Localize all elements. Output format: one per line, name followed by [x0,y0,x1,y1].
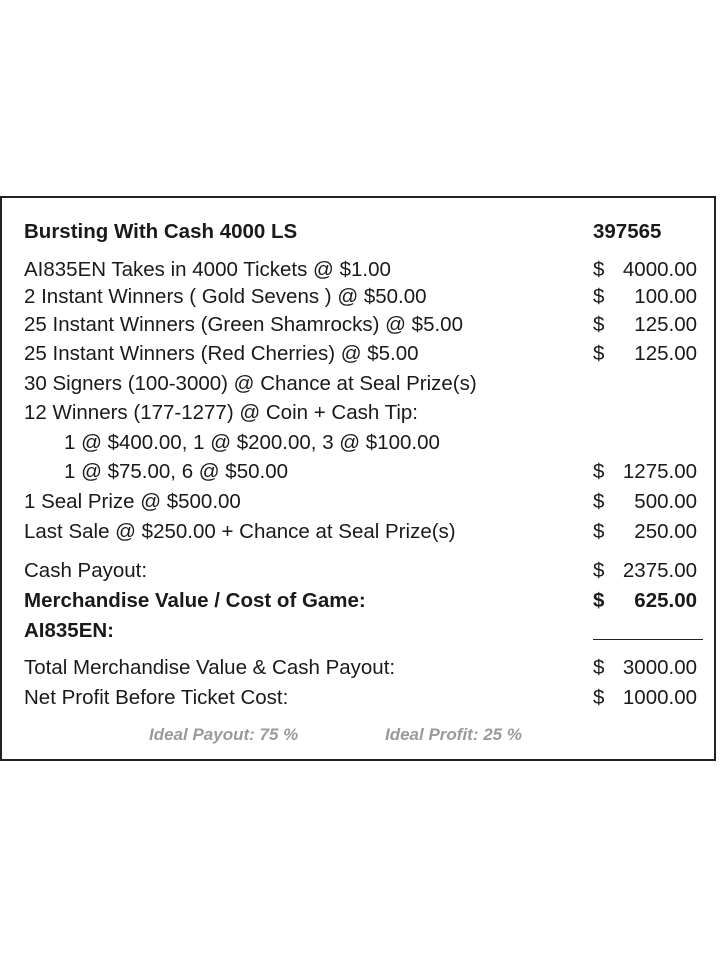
game-title: Bursting With Cash 4000 LS [24,220,298,243]
line-amount: $ 1275.00 [593,460,697,483]
line-text: 1 @ $400.00, 1 @ $200.00, 3 @ $100.00 [64,431,440,454]
line-text: 25 Instant Winners (Red Cherries) @ $5.00 [24,342,419,365]
line-text: 2 Instant Winners ( Gold Sevens ) @ $50.00 [24,285,427,308]
line-amount: $ 100.00 [593,285,697,308]
game-number: 397565 [593,220,662,243]
payout-card [0,196,716,761]
line-text: 30 Signers (100-3000) @ Chance at Seal Prize(s) [24,372,477,395]
ideal-payout: Ideal Payout: 75 % [149,725,299,744]
line-amount: $ 125.00 [593,342,697,365]
net-profit-amount: $ 1000.00 [593,686,697,709]
blank-line [593,639,703,640]
total-label: Total Merchandise Value & Cash Payout: [24,656,396,679]
line-amount: $ 4000.00 [593,258,697,281]
line-amount: $ 125.00 [593,313,697,336]
merchandise-amount: $ 625.00 [593,589,697,612]
line-text: AI835EN Takes in 4000 Tickets @ $1.00 [24,258,391,281]
line-amount: $ 250.00 [593,520,697,543]
ideal-profit: Ideal Profit: 25 % [385,725,522,744]
cash-payout-label: Cash Payout: [24,559,148,582]
cash-payout-amount: $ 2375.00 [593,559,697,582]
line-amount: $ 500.00 [593,490,697,513]
line-text: 1 @ $75.00, 6 @ $50.00 [64,460,288,483]
line-text: 1 Seal Prize @ $500.00 [24,490,241,513]
line-text: Last Sale @ $250.00 + Chance at Seal Prize(s) [24,520,456,543]
net-profit-label: Net Profit Before Ticket Cost: [24,686,289,709]
line-text: 12 Winners (177-1277) @ Coin + Cash Tip: [24,401,418,424]
merchandise-label: Merchandise Value / Cost of Game: [24,589,366,612]
line-text: 25 Instant Winners (Green Shamrocks) @ $5.00 [24,313,463,336]
total-amount: $ 3000.00 [593,656,697,679]
game-code-label: AI835EN: [24,619,115,642]
